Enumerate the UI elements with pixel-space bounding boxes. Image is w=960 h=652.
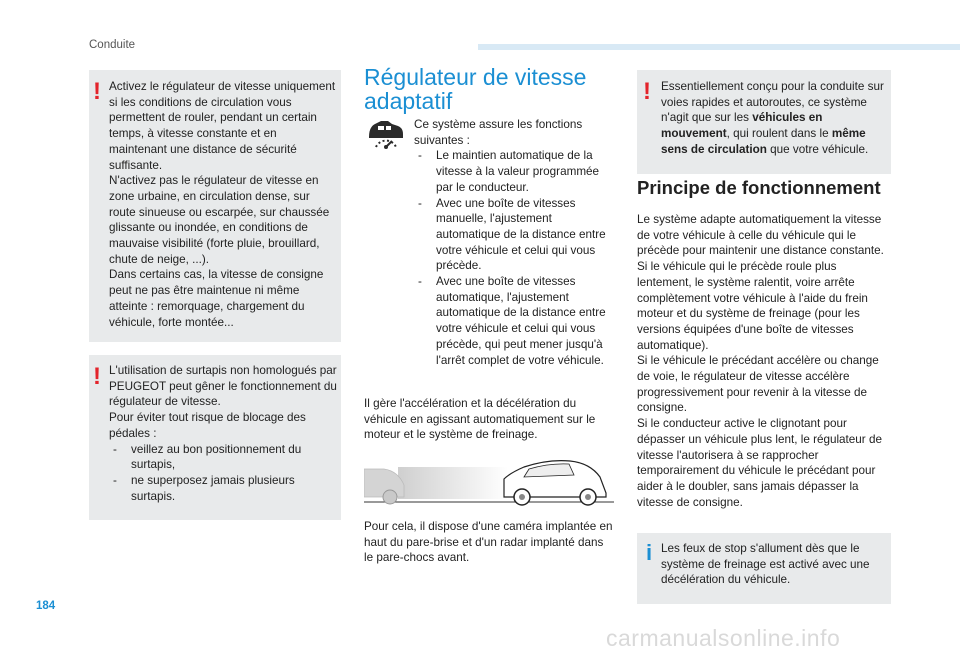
list-item: - Avec une boîte de vitesses automatique, l'ajustement automatique de la distance entre votre véhicule et celui qui vous précède, qui peut mener jusqu'à l'arrêt complet de votre véhicule. (414, 274, 614, 368)
mats-list (109, 442, 337, 505)
warning-box-vehicles (637, 70, 891, 174)
list-item: - ne superposez jamais plusieurs surtapis. (109, 473, 337, 504)
watermark: carmanualsonline.info (606, 625, 841, 651)
list-item: - Avec une boîte de vitesses manuelle, l'ajustement automatique de la distance entre votre véhicule et celui qui vous précède. (414, 196, 614, 275)
warning-text-mats: L'utilisation de surtapis non homologués par PEUGEOT peut gêner le fonctionnement du régulateur de vitesse. Pour éviter tout risque de blocage des pédales : (109, 364, 337, 440)
warning-text-vehicles: Essentiellement conçu pour la conduite sur voies rapides et autoroutes, ce système n'agit que sur les véhicules en mouvement, qui roulent dans le même sens de circulation que votre véhicule. (661, 80, 884, 156)
header-bar (478, 44, 960, 50)
paragraph-acceleration: Il gère l'accélération et la décélération du véhicule en agissant automatiquement sur le moteur et le système de freinage. (364, 397, 596, 442)
intro-block (414, 117, 614, 368)
warning-icon: ! (643, 78, 651, 105)
page-number: 184 (36, 600, 56, 612)
warning-icon: ! (93, 363, 101, 390)
warning-text-conditions: Activez le régulateur de vitesse uniquement si les conditions de circulation vous permettent de rouler, pendant un certain temps, à vitesse constante et en maintenant une distance de sécurité suffisante. N'activez pas le régulateur de vitesse en zone urbaine, en circulation dense, sur route sinueuse ou escarpée, sur chaussée glissante ou inondée, en conditions de mauvaise visibilité (forte pluie, brouillard, chute de neige, ...). Dans certains cas, la vitesse de consigne peut ne pas être maintenue ni même atteinte : remorquage, chargement du véhicule, forte montée... (109, 80, 336, 329)
info-icon: i (646, 540, 653, 565)
functions-list (414, 148, 614, 368)
intro-text: Ce système assure les fonctions suivantes : (414, 118, 583, 147)
section-title: Conduite (89, 39, 136, 51)
cars-illustration (364, 455, 614, 508)
warning-box-conditions (89, 70, 341, 342)
list-item: - Le maintien automatique de la vitesse à la valeur programmée par le conducteur. (414, 148, 614, 195)
list-item: - veillez au bon positionnement du surtapis, (109, 442, 337, 473)
info-box-stoplights (637, 533, 891, 604)
principe-text: Le système adapte automatiquement la vitesse de votre véhicule à celle du véhicule qui le précède pour maintenir une distance constante. Si le véhicule qui le précède roule plus lentement, le système ralentit, voire arrête complètement votre véhicule à l'aide du frein moteur et du système de freinage (pour les versions équipées d'une boîte de vitesses automatique). Si le véhicule le précédant accélère ou change de voie, le régulateur de vitesse accélère progressivement pour revenir à la vitesse de consigne. Si le conducteur active le clignotant pour dépasser un véhicule plus lent, le régulateur de vitesse l'autorisera à se rapprocher temporairement du véhicule le précédant pour aider à le doubler, sans jamais dépasser la vitesse de consigne. (637, 213, 884, 509)
page-title: Régulateur de vitesse adaptatif (364, 64, 587, 114)
info-text-stoplights: Les feux de stop s'allument dès que le système de freinage est activé avec une décélération du véhicule. (661, 542, 870, 587)
warning-icon: ! (93, 78, 101, 105)
paragraph-camera-radar: Pour cela, il dispose d'une caméra implantée en haut du pare-brise et d'un radar implanté dans le pare-chocs avant. (364, 520, 613, 565)
speedometer-car-icon (366, 117, 406, 151)
section-heading-principe: Principe de fonctionnement (637, 177, 881, 198)
warning-box-mats (89, 355, 341, 520)
